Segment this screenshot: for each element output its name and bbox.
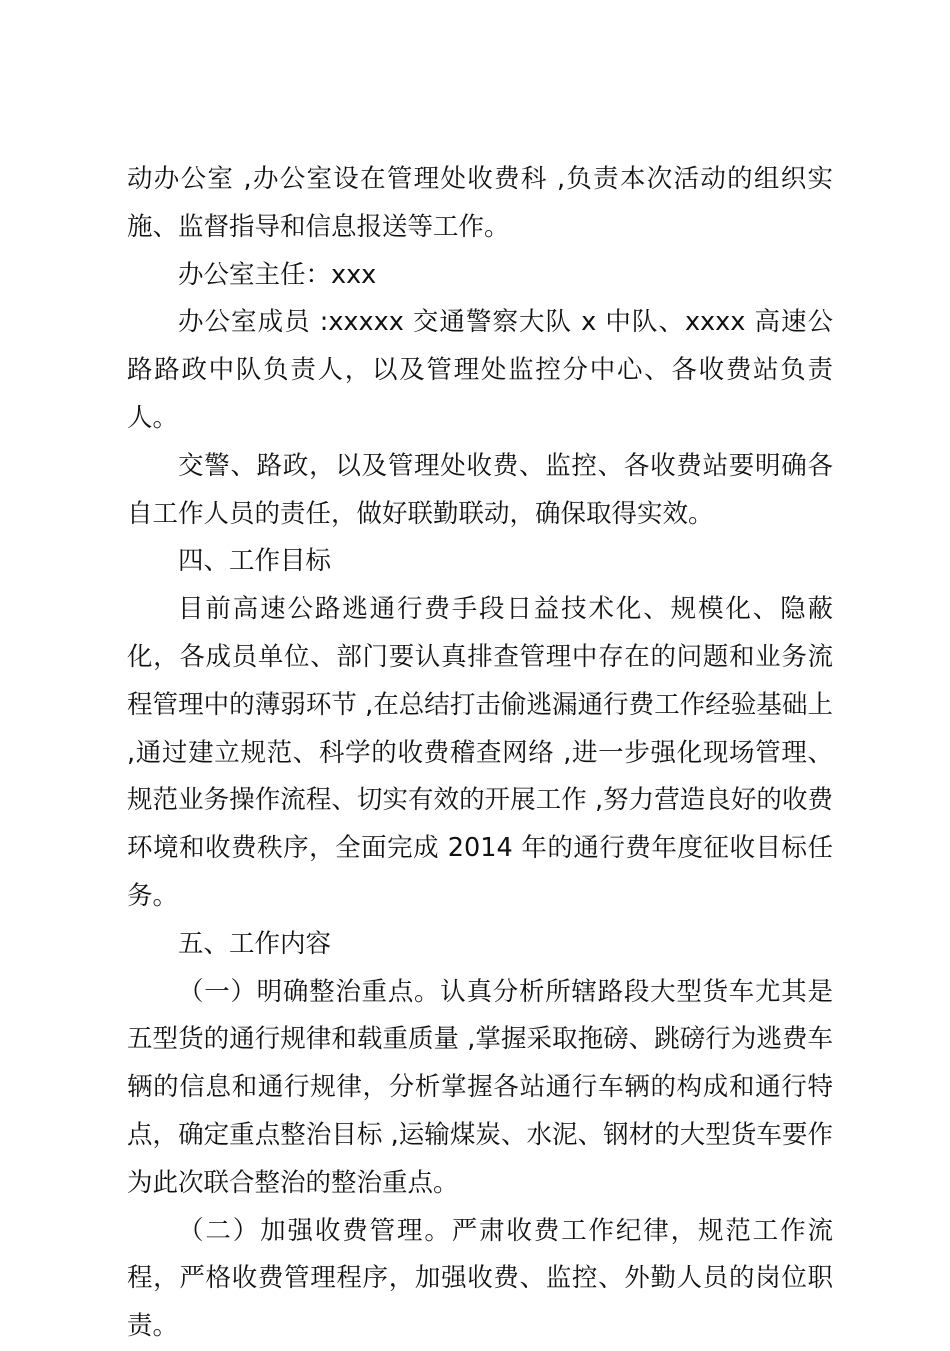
section-heading-goals: 四、工作目标 [178,546,332,577]
section-heading-content: 五、工作内容 [178,928,332,959]
paragraph-office-setup: 动办公室 ,办公室设在管理处收费科 ,负责本次活动的组织实施、监督指导和信息报送等工作。 [127,164,833,242]
paragraph-goals: 目前高速公路逃通行费手段日益技术化、规模化、隐蔽化，各成员单位、部门要认真排查管理中存在的问题和业务流程管理中的薄弱环节 ,在总结打击偷逃漏通行费工作经验基础上 ,通过建立规范、科学的收费稽查网络 ,进一步强化现场管理、规范业务操作流程、切实有效的开展工作 ,努力营造良好的收费环境和收费秩序，全面完成 2014 年的通行费年度征收目标任务。 [127,594,833,911]
document-body [127,156,833,1351]
paragraph-item-one: （一）明确整治重点。认真分析所辖路段大型货车尤其是五型货的通行规律和载重质量 ,掌握采取拖磅、跳磅行为逃费车辆的信息和通行规律，分析掌握各站通行车辆的构成和通行特点，确定重点整治目标 ,运输煤炭、水泥、钢材的大型货车要作为此次联合整治的整治重点。 [127,976,833,1198]
paragraph-office-director: 办公室主任：xxx [178,259,377,290]
paragraph-responsibilities: 交警、路政，以及管理处收费、监控、各收费站要明确各自工作人员的责任，做好联勤联动，确保取得实效。 [127,450,833,529]
paragraph-office-members: 办公室成员 :xxxxx 交通警察大队 x 中队、xxxx 高速公路路政中队负责人，以及管理处监控分中心、各收费站负责人。 [127,307,833,433]
paragraph-item-two: （二）加强收费管理。严肃收费工作纪律，规范工作流程，严格收费管理程序，加强收费、监控、外勤人员的岗位职责。 [127,1215,833,1342]
